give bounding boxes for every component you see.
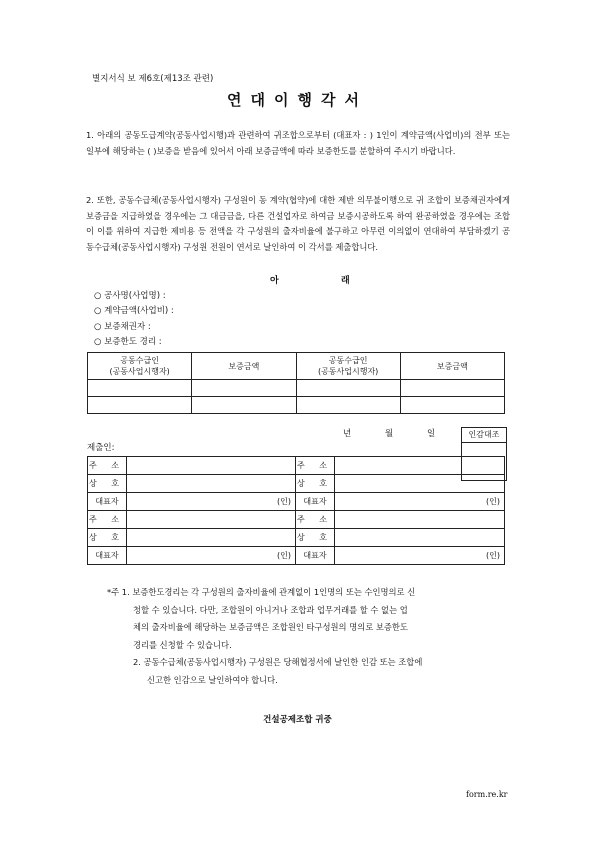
below-heading-left: 아	[270, 276, 279, 286]
addressee: 건설공제조합 귀중	[263, 715, 332, 725]
note-line: 경리를 신청할 수 있습니다.	[133, 639, 232, 650]
company-label: 상 호	[88, 475, 127, 493]
table-row	[88, 380, 505, 397]
representative-label: 대표자	[88, 547, 127, 565]
address-label: 주 소	[296, 457, 335, 475]
item-list	[94, 289, 174, 350]
signer-table	[87, 456, 505, 565]
guarantee-table-header	[88, 353, 505, 380]
note-line: 신고한 인감으로 날인하여야 합니다.	[147, 674, 278, 685]
submitter-label: 제출인:	[87, 443, 115, 453]
address-label: 주 소	[88, 511, 127, 529]
representative-seal[interactable]: (인)	[127, 547, 296, 565]
item-bond-creditor: ○ 보증채권자 :	[94, 321, 151, 332]
table-cell[interactable]	[400, 397, 504, 414]
table-row	[88, 475, 505, 493]
below-heading	[270, 273, 350, 286]
paragraph-1: 1. 아래의 공동도급계약(공동사업시행)과 관련하여 귀조합으로부터 (대표자 : ) 1인이 계약금액(사업비)의 전부 또는 일부에 해당하는 ( )보증을 받음에 있어서 아래 보증금액에 따라 보증한도를 분할하여 주시기 바랍니다.	[86, 130, 510, 156]
representative-seal[interactable]: (인)	[335, 493, 505, 511]
note-line: 2. 공동수급체(공동사업시행자) 구성원은 당해협정서에 날인한 인감 또는 조합에	[133, 657, 423, 667]
header-member-1: 공동수급인 (공동사업시행자)	[88, 353, 192, 380]
company-value[interactable]	[335, 475, 505, 493]
date-line	[343, 427, 469, 439]
representative-label: 대표자	[296, 493, 335, 511]
item-project-name: ○ 공사명(사업명) :	[94, 291, 166, 301]
header-amount-1: 보증금액	[192, 353, 296, 380]
address-label: 주 소	[88, 457, 127, 475]
guarantee-table	[87, 352, 505, 414]
address-value[interactable]	[335, 511, 505, 529]
representative-label: 대표자	[296, 547, 335, 565]
table-row	[88, 397, 505, 414]
representative-label: 대표자	[88, 493, 127, 511]
company-label: 상 호	[88, 529, 127, 547]
footer-source: form.re.kr	[466, 790, 508, 799]
table-row	[88, 547, 505, 565]
address-value[interactable]	[335, 457, 505, 475]
company-label: 상 호	[296, 475, 335, 493]
note-line: 체의 출자비율에 해당하는 보증금액은 조합원인 타구성원의 명의로 보증한도	[133, 622, 408, 632]
header-amount-2: 보증금액	[400, 353, 504, 380]
document-title: 연대이행각서	[227, 91, 368, 109]
table-cell[interactable]	[88, 380, 192, 397]
company-value[interactable]	[127, 475, 296, 493]
representative-seal[interactable]: (인)	[127, 493, 296, 511]
note-line: 청할 수 있습니다. 다만, 조합원이 아니거나 조합과 업무거래를 할 수 없는 업	[133, 604, 408, 615]
date-year: 년	[343, 429, 352, 439]
table-cell[interactable]	[192, 380, 296, 397]
item-guarantee-limit: ○ 보증한도 경리 :	[94, 336, 162, 347]
table-row	[88, 529, 505, 547]
date-day: 일	[427, 429, 436, 439]
address-label: 주 소	[296, 511, 335, 529]
table-row	[88, 493, 505, 511]
company-value[interactable]	[127, 529, 296, 547]
table-cell[interactable]	[88, 397, 192, 414]
representative-seal[interactable]: (인)	[335, 547, 505, 565]
item-contract-amount: ○ 계약금액(사업비) :	[94, 306, 174, 317]
table-row	[88, 511, 505, 529]
table-row	[88, 457, 505, 475]
header-member-2: 공동수급인 (공동사업시행자)	[296, 353, 400, 380]
address-value[interactable]	[127, 457, 296, 475]
form-label: 별지서식 보 제6호(제13조 관련)	[92, 74, 214, 84]
table-cell[interactable]	[296, 397, 400, 414]
seal-check-label: 인감대조	[462, 428, 506, 443]
note-line: *주 1. 보증한도경리는 각 구성원의 출자비율에 관계없이 1인명의 또는 수인명의로 신	[107, 587, 416, 597]
date-month: 월	[385, 429, 394, 439]
table-cell[interactable]	[400, 380, 504, 397]
below-heading-right: 래	[340, 276, 350, 286]
table-cell[interactable]	[192, 397, 296, 414]
paragraph-2: 2. 또한, 공동수급체(공동사업시행자) 구성원이 동 계약(협약)에 대한 제반 의무불이행으로 귀 조합이 보증채권자에게 보증금을 지급하였을 경우에는 그 대금금을, 다른 건설업자로 하여금 보증시공하도록 하여 완공하였을 경우에는 조합이 이를 위하여 지급한 제비용 등 전액을 각 구성원의 출자비율에 불구하고 아무런 이의없이 연대하여 부담하겠기 공동수급체(공동사업시행자) 구성원 전원이 연서로 날인하여 이 각서를 제출합니다.	[86, 195, 510, 252]
table-cell[interactable]	[296, 380, 400, 397]
address-value[interactable]	[127, 511, 296, 529]
company-value[interactable]	[335, 529, 505, 547]
company-label: 상 호	[296, 529, 335, 547]
notes	[107, 584, 513, 689]
